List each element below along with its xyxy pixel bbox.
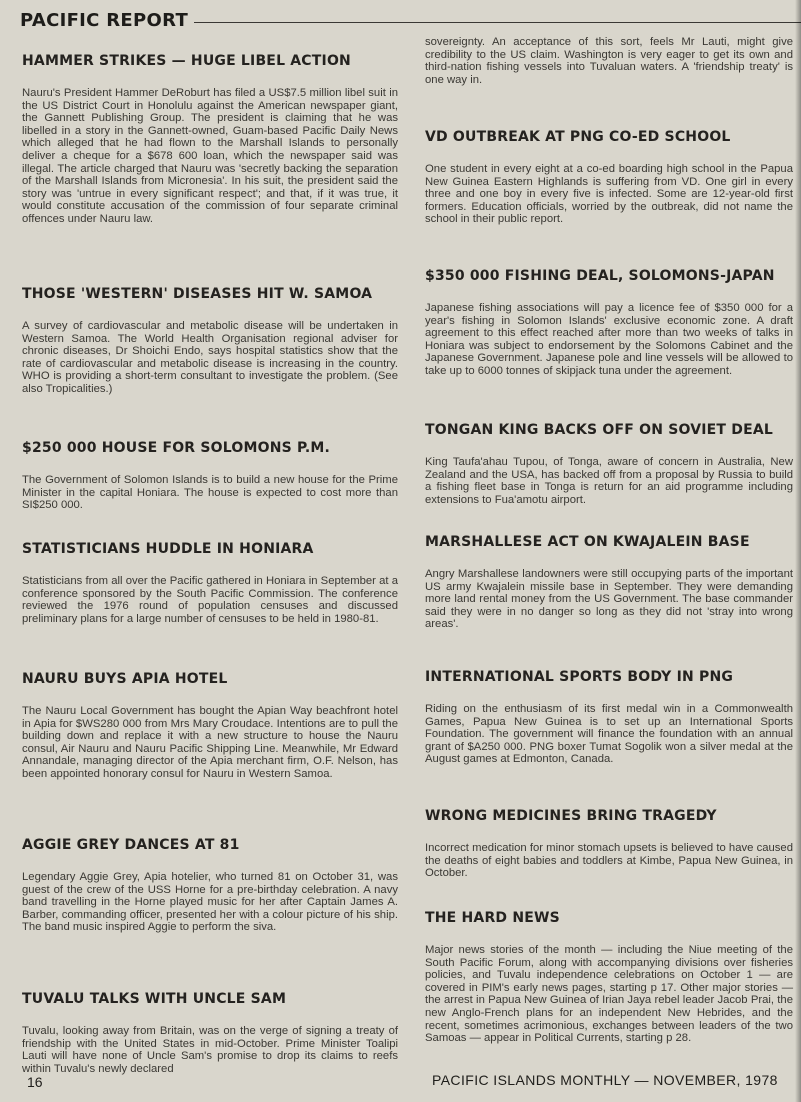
article-body: The Nauru Local Government has bought the Apian Way beachfront hotel in Apia for $WS280 000 from Mrs Mary Croudace. Intentions are to pull the building down and replace it with a new structure to house the Nauru consul, Air Nauru and Nauru Pacific Shipping Line. Meanwhile, Mr Edward Annandale, managing director of the Apia merchant firm, O.F. Nelson, has been appointed honorary consul for Nauru in Western Samoa. [22,705,398,780]
article-libel-action [22,52,398,226]
article-body: Japanese fishing associations will pay a licence fee of $350 000 for a year's fishing in Solomon Islands' exclusive economic zone. A draft agreement to this effect reached after more than two weeks of talks in Honiara was subject to endorsement by the Solomons Cabinet and the Japanese Government. Japanese pole and line vessels will be allowed to take up to 6000 tonnes of skipjack tuna under the agreement. [425,302,793,377]
article-statisticians [22,540,398,625]
page-number: 16 [27,1074,43,1090]
article-body: One student in every eight at a co-ed boarding high school in the Papua New Guinea Eastern Highlands is suffering from VD. One girl in every three and one boy in every five is infected. Some are 12-year-old first formers. Education officials, worried by the outbreak, did not name the school in their public report. [425,163,793,226]
article-headline: STATISTICIANS HUDDLE IN HONIARA [22,541,314,557]
article-apia-hotel [22,670,398,781]
article-headline: HAMMER STRIKES — HUGE LIBEL ACTION [22,53,351,69]
article-continuation [425,36,793,86]
article-headline: VD OUTBREAK AT PNG CO-ED SCHOOL [425,129,731,145]
article-headline: THE HARD NEWS [425,910,560,926]
article-body: Incorrect medication for minor stomach upsets is believed to have caused the deaths of eight babies and toddlers at Kimbe, Papua New Guinea, in October. [425,842,793,880]
article-body: Major news stories of the month — including the Niue meeting of the South Pacific Forum, along with accompanying divisions over fisheries policies, and Tuvalu independence celebrations on October 1 — are covered in PIM's early news pages, starting p 17. Other major stories — the arrest in Papua New Guinea of Irian Jaya rebel leader Jacob Prai, the new Anglo-French plans for an independent New Hebrides, and the recent, sometimes acrimonious, exchanges between leaders of the two Samoas — appear in Political Currents, starting p 28. [425,944,793,1045]
article-body: Legendary Aggie Grey, Apia hotelier, who turned 81 on October 31, was guest of the crew of the USS Horne for a pre-birthday celebration. A navy band travelling in the Horne played music for her after Captain James A. Barber, commanding officer, presented her with a colour picture of his ship. The band music inspired Aggie to perform the siva. [22,871,398,934]
article-headline: THOSE 'WESTERN' DISEASES HIT W. SAMOA [22,286,373,302]
article-pm-house [22,439,398,512]
article-sports-body [425,668,793,766]
article-headline: WRONG MEDICINES BRING TRAGEDY [425,808,717,824]
article-headline: MARSHALLESE ACT ON KWAJALEIN BASE [425,534,750,550]
article-body: King Taufa'ahau Tupou, of Tonga, aware of concern in Australia, New Zealand and the USA, has backed off from a proposal by Russia to build a fishing fleet base in Tonga is return for an aid programme including extensions to Fua'amotu airport. [425,456,793,506]
page-footer [0,1062,801,1102]
page-edge-shadow [795,0,801,1102]
article-hard-news [425,909,793,1045]
article-body: Tuvalu, looking away from Britain, was on the verge of signing a treaty of friendship with the United States in mid-October. Prime Minister Toalipi Lauti will have none of Uncle Sam's promise to drop its claims to reefs within Tuvalu's newly declared [22,1025,398,1075]
article-kwajalein [425,533,793,631]
article-headline: TUVALU TALKS WITH UNCLE SAM [22,991,287,1007]
section-title: PACIFIC REPORT [20,10,194,31]
article-headline: $350 000 FISHING DEAL, SOLOMONS-JAPAN [425,268,775,284]
publication-footer: PACIFIC ISLANDS MONTHLY — NOVEMBER, 1978 [432,1072,778,1088]
article-body: Angry Marshallese landowners were still occupying parts of the important US army Kwajalein missile base in September. They were demanding more land rental money from the US Government. The base commander said they were in no danger so long as they did not 'stray into wrong areas'. [425,568,793,631]
article-headline: NAURU BUYS APIA HOTEL [22,671,228,687]
article-body: Nauru's President Hammer DeRoburt has filed a US$7.5 million libel suit in the US District Court in Honolulu against the American newspaper giant, the Gannett Publishing Group. The president is claiming that he was libelled in a story in the Gannett-owned, Guam-based Pacific Daily News which alleged that he had flown to the Marshall Islands to personally deliver a cheque for a $678 600 loan, which the newspaper said was illegal. The article charged that Nauru was 'secretly backing the separation of the Marshall Islands from Micronesia'. In his suit, the president said the story was 'untrue in every significant respect'; and that, if it was true, it would constitute accusation of the commission of four separate criminal offences under Nauru law. [22,87,398,225]
article-body: The Government of Solomon Islands is to build a new house for the Prime Minister in the capital Honiara. The house is expected to cost more than SI$250 000. [22,474,398,512]
article-aggie-grey [22,836,398,934]
article-vd-outbreak [425,128,793,226]
article-headline: INTERNATIONAL SPORTS BODY IN PNG [425,669,734,685]
article-body: sovereignty. An acceptance of this sort, feels Mr Lauti, might give credibility to the US claim. Washington is very eager to get its own and third-nation fishing vessels into Tuvaluan waters. A 'friendship treaty' is one way in. [425,36,793,86]
page-header [20,10,801,34]
header-rule [170,22,801,23]
article-headline: $250 000 HOUSE FOR SOLOMONS P.M. [22,440,331,456]
article-wrong-medicines [425,807,793,880]
article-headline: AGGIE GREY DANCES AT 81 [22,837,240,853]
article-western-diseases [22,285,398,396]
article-body: Riding on the enthusiasm of its first medal win in a Commonwealth Games, Papua New Guinea is to set up an International Sports Foundation. The government will finance the foundation with an annual grant of $A250 000. PNG boxer Tumat Sogolik won a silver medal at the August games at Edmonton, Canada. [425,703,793,766]
article-body: A survey of cardiovascular and metabolic disease will be undertaken in Western Samoa. The World Health Organisation regional adviser for chronic diseases, Dr Shoichi Endo, says hospital statistics show that the rate of cardiovascular and metabolic disease is increasing in the country. WHO is providing a short-term consultant to investigate the problem. (See also Tropicalities.) [22,320,398,395]
article-headline: TONGAN KING BACKS OFF ON SOVIET DEAL [425,422,773,438]
article-body: Statisticians from all over the Pacific gathered in Honiara in September at a conference sponsored by the South Pacific Commission. The conference reviewed the 1976 round of population censuses and discussed preliminary plans for a large number of censuses to be held in 1980-81. [22,575,398,625]
article-fishing-deal [425,267,793,378]
article-tongan-king [425,421,793,506]
